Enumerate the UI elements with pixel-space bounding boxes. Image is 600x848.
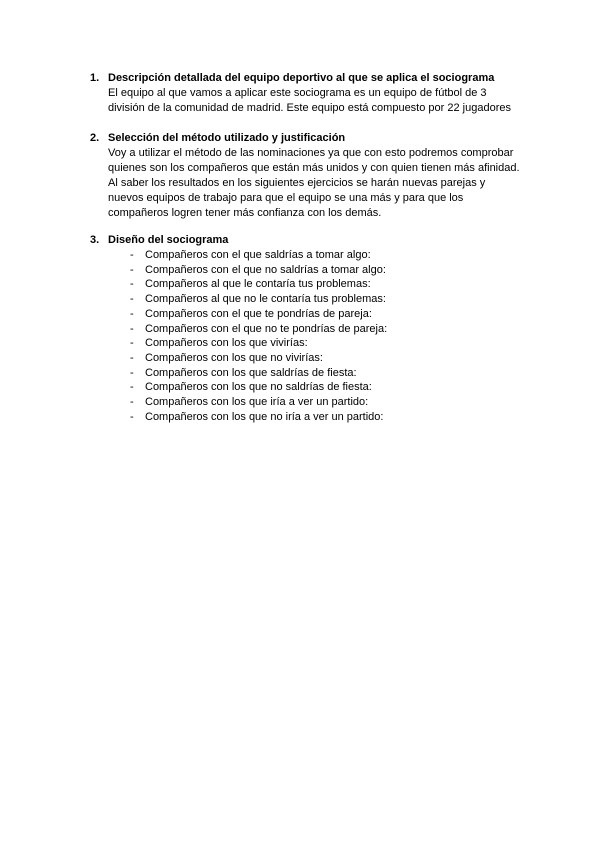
dash-bullet: - bbox=[130, 351, 134, 364]
section-heading: Diseño del sociograma bbox=[108, 234, 229, 246]
list-item bbox=[130, 277, 560, 292]
paragraph-line: El equipo al que vamos a aplicar este sociograma es un equipo de fútbol de 3 bbox=[108, 87, 487, 99]
list-item bbox=[130, 410, 560, 425]
dash-bullet: - bbox=[130, 307, 134, 320]
list-item-text: Compañeros con los que vivirías: bbox=[145, 337, 308, 350]
list-item-text: Compañeros con los que no saldrías de fiesta: bbox=[145, 381, 372, 394]
section-number: 3. bbox=[90, 234, 100, 246]
list-item bbox=[130, 307, 560, 322]
paragraph-line: nuevos equipos de trabajo para que el equipo se una más y para que los bbox=[108, 192, 464, 204]
list-item-text: Compañeros con los que no vivirías: bbox=[145, 351, 323, 364]
list-item bbox=[130, 248, 560, 263]
list-item bbox=[130, 322, 560, 337]
dash-bullet: - bbox=[130, 337, 134, 350]
list-item-text: Compañeros con el que saldrías a tomar algo: bbox=[145, 249, 371, 261]
section-number: 2. bbox=[90, 132, 100, 144]
paragraph-line: Al saber los resultados en los siguientes ejercicios se harán nuevas parejas y bbox=[108, 177, 486, 189]
dash-bullet: - bbox=[130, 249, 134, 261]
list-item bbox=[130, 351, 560, 366]
list-item-text: Compañeros con el que no te pondrías de pareja: bbox=[145, 322, 388, 335]
section-heading: Selección del método utilizado y justificación bbox=[108, 132, 346, 144]
dash-bullet: - bbox=[130, 396, 134, 409]
dash-bullet: - bbox=[130, 278, 134, 291]
dash-bullet: - bbox=[130, 293, 134, 306]
paragraph-line: división de la comunidad de madrid. Este equipo está compuesto por 22 jugadores bbox=[108, 102, 511, 114]
paragraph-line: compañeros logren tener más confianza con los demás. bbox=[108, 207, 382, 219]
list-item-text: Compañeros con los que iría a ver un partido: bbox=[145, 396, 369, 409]
list-item bbox=[130, 395, 560, 410]
dash-bullet: - bbox=[130, 381, 134, 394]
dash-bullet: - bbox=[130, 410, 134, 423]
list-item-text: Compañeros con el que te pondrías de pareja: bbox=[145, 307, 372, 320]
section-3 bbox=[90, 233, 560, 424]
list-item-text: Compañeros al que le contaría tus problemas: bbox=[145, 278, 371, 291]
dash-bullet: - bbox=[130, 366, 134, 379]
paragraph-line: Voy a utilizar el método de las nominaciones ya que con esto podremos comprobar bbox=[108, 147, 514, 159]
section-1 bbox=[90, 71, 560, 116]
sociogram-question-list bbox=[130, 248, 560, 424]
section-number: 1. bbox=[90, 72, 100, 84]
paragraph-line: quienes son los compañeros que están más unidos y con quien tienen más afinidad. bbox=[108, 162, 520, 174]
list-item bbox=[130, 366, 560, 381]
list-item bbox=[130, 380, 560, 395]
list-item bbox=[130, 263, 560, 278]
list-item bbox=[130, 292, 560, 307]
dash-bullet: - bbox=[130, 263, 134, 276]
section-heading: Descripción detallada del equipo deportivo al que se aplica el sociograma bbox=[108, 72, 495, 84]
list-item bbox=[130, 336, 560, 351]
section-2 bbox=[90, 131, 560, 221]
list-item-text: Compañeros con los que no iría a ver un partido: bbox=[145, 410, 384, 423]
list-item-text: Compañeros al que no le contaría tus problemas: bbox=[145, 293, 386, 306]
list-item-text: Compañeros con el que no saldrías a tomar algo: bbox=[145, 263, 386, 276]
dash-bullet: - bbox=[130, 322, 134, 335]
list-item-text: Compañeros con los que saldrías de fiesta: bbox=[145, 366, 357, 379]
